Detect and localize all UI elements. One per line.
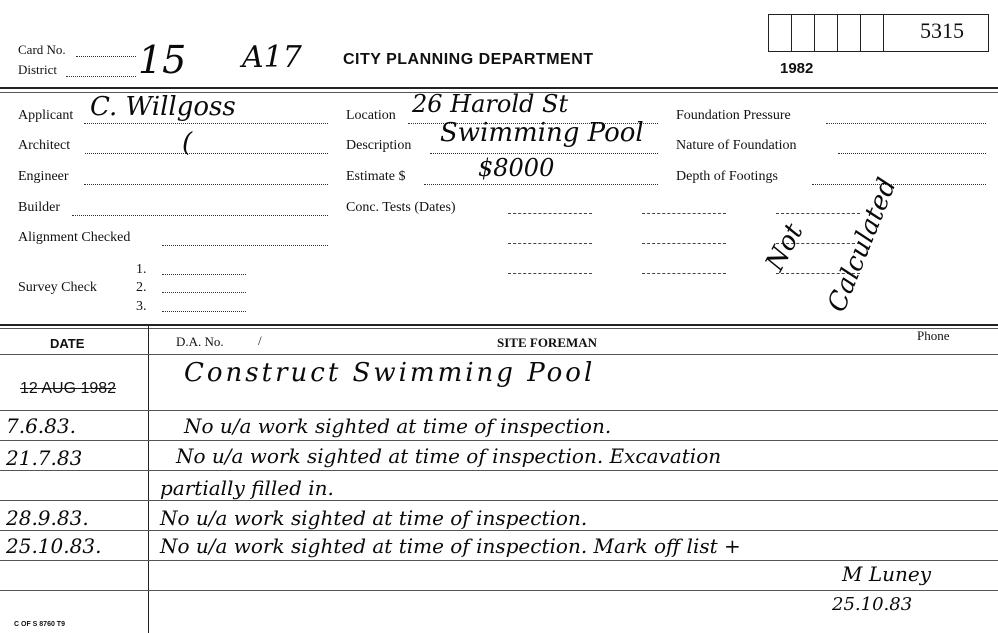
nature-foundation-label: Nature of Foundation [676, 138, 797, 153]
number-box [768, 14, 791, 52]
log-date: 21.7.83 [6, 446, 83, 470]
log-date: 25.10.83. [6, 534, 102, 558]
log-date: 12 AUG 1982 [20, 380, 117, 397]
card-no-label: Card No. [18, 42, 66, 57]
description-value: Swimming Pool [440, 118, 644, 148]
conc-tests-label: Conc. Tests (Dates) [346, 200, 456, 215]
log-text: No u/a work sighted at time of inspection. [184, 414, 612, 438]
architect-label: Architect [18, 138, 71, 153]
architect-value: ( [182, 128, 193, 158]
number-box [814, 14, 837, 52]
log-date: 28.9.83. [6, 506, 89, 530]
foundation-pressure-label: Foundation Pressure [676, 108, 791, 123]
log-row-line [0, 530, 998, 531]
number-box [791, 14, 814, 52]
card-no-value: 15 [138, 38, 187, 82]
log-divider-thin [0, 328, 998, 329]
inspector-signature: M Luney [842, 562, 932, 586]
date-header: DATE [50, 336, 85, 351]
alignment-label: Alignment Checked [18, 230, 131, 245]
department-title: CITY PLANNING DEPARTMENT [343, 51, 594, 68]
log-row-line [0, 470, 998, 471]
survey-num-1: 1. [136, 262, 147, 277]
log-text: No u/a work sighted at time of inspection. [160, 506, 588, 530]
location-value: 26 Harold St [412, 90, 569, 118]
log-row-line [0, 410, 998, 411]
da-header: D.A. No. [176, 334, 224, 349]
district-value: A17 [242, 40, 302, 75]
log-date: 7.6.83. [6, 414, 76, 438]
estimate-value: $8000 [478, 154, 555, 182]
estimate-label: Estimate $ [346, 169, 406, 184]
phone-header: Phone [917, 328, 950, 343]
survey-num-3: 3. [136, 299, 147, 314]
district-label: District [18, 62, 57, 77]
log-row-line [0, 590, 998, 591]
engineer-label: Engineer [18, 169, 69, 184]
log-row-line [0, 500, 998, 501]
foreman-header: SITE FOREMAN [497, 335, 598, 350]
da-value: / [258, 333, 262, 348]
builder-label: Builder [18, 200, 60, 215]
description-label: Description [346, 138, 412, 153]
year-label: 1982 [780, 60, 814, 77]
signature-date: 25.10.83 [832, 594, 913, 615]
form-code: C OF S 8760 T9 [14, 621, 65, 628]
header-divider [0, 87, 998, 89]
number-box [837, 14, 860, 52]
survey-label: Survey Check [18, 280, 97, 295]
log-text: Construct Swimming Pool [184, 358, 596, 388]
margin-note-calculated: Calculated [822, 173, 903, 317]
depth-footings-label: Depth of Footings [676, 169, 778, 184]
applicant-value: C. Willgoss [90, 92, 236, 122]
log-row-line [0, 560, 998, 561]
log-text: No u/a work sighted at time of inspection. Mark off list + [160, 534, 741, 558]
log-divider-top [0, 324, 998, 326]
card-number: 5315 [920, 18, 964, 43]
margin-note-not: Not [760, 218, 810, 277]
date-column-divider [148, 326, 149, 633]
log-text: partially filled in. [160, 476, 334, 500]
location-label: Location [346, 108, 396, 123]
survey-num-2: 2. [136, 280, 147, 295]
number-box [860, 14, 883, 52]
applicant-label: Applicant [18, 108, 74, 123]
log-text: No u/a work sighted at time of inspection. Excavation [176, 444, 722, 468]
log-header-line [0, 354, 998, 355]
log-row-line [0, 440, 998, 441]
